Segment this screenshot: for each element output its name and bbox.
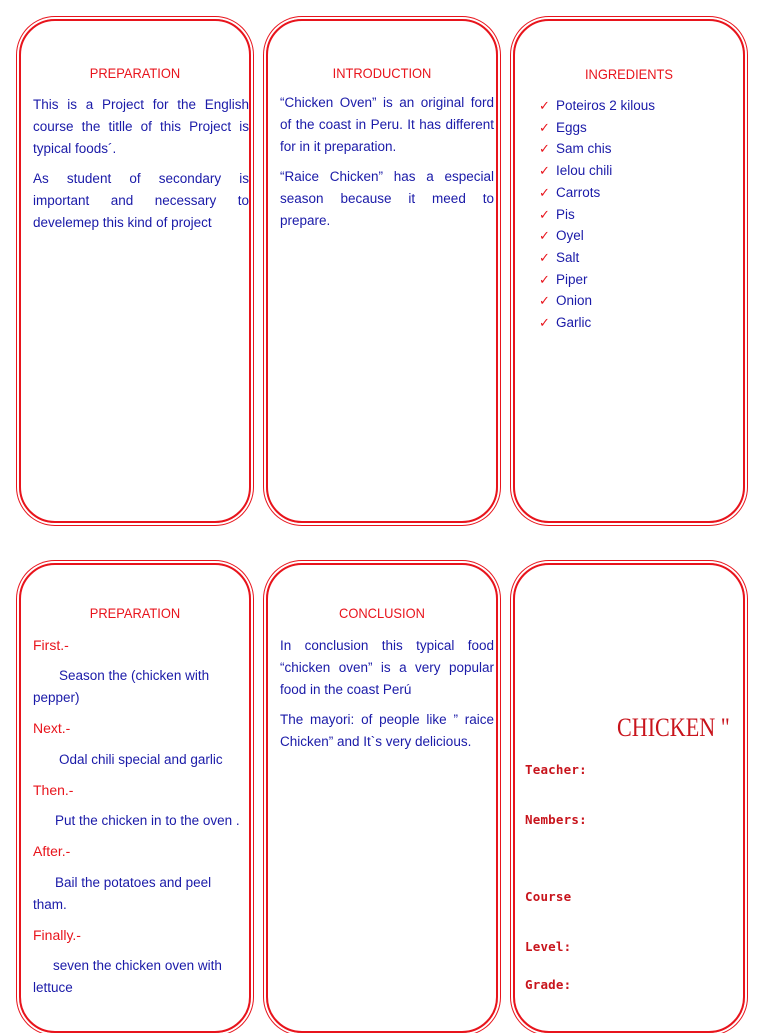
ingredient-label: Salt: [556, 249, 580, 265]
panel-preparation-intro: [19, 19, 251, 523]
step-text: seven the chicken oven with lettuce: [33, 958, 222, 995]
paragraph: “Chicken Oven” is an original ford of the coast in Peru. It has different for in it preparation.: [280, 95, 494, 154]
ingredient-label: Piper: [556, 271, 588, 287]
paragraph: In conclusion this typical food “chicken oven” is a very popular food in the coast Perú: [280, 638, 494, 697]
step-text: Odal chili special and garlic: [59, 752, 223, 767]
paragraph: As student of secondary is important and necessary to develemep this kind of project: [33, 171, 249, 230]
ingredient-label: Pis: [556, 206, 575, 222]
step-heading: Then.-: [33, 782, 74, 798]
panel-title: INTRODUCTION: [332, 65, 432, 81]
check-icon: ✓: [539, 228, 550, 244]
ingredient-label: Sam chis: [556, 141, 612, 157]
paragraph: “Raice Chicken” has a especial season because it meed to prepare.: [280, 169, 494, 228]
check-icon: ✓: [539, 249, 550, 265]
list-item: [539, 225, 655, 247]
panel-cover: [513, 563, 745, 1033]
list-item: [539, 290, 655, 312]
ingredient-label: Oyel: [556, 228, 584, 244]
course-label: Course: [525, 889, 572, 904]
members-label: Nembers:: [525, 812, 587, 827]
ingredient-label: Ielou chili: [556, 163, 613, 179]
list-item: [539, 117, 655, 139]
cover-title: CHICKEN ": [617, 713, 730, 742]
ingredient-label: Onion: [556, 293, 593, 309]
ingredient-label: Carrots: [556, 184, 601, 200]
check-icon: ✓: [539, 315, 550, 331]
ingredient-label: Eggs: [556, 119, 587, 135]
level-label: Level:: [525, 939, 572, 954]
list-item: [539, 160, 655, 182]
check-icon: ✓: [539, 184, 550, 200]
step-text: Bail the potatoes and peel tham.: [33, 875, 212, 912]
check-icon: ✓: [539, 98, 550, 113]
ingredient-label: Garlic: [556, 315, 592, 331]
panel-body: [33, 94, 249, 242]
step-text: Put the chicken in to the oven .: [55, 813, 240, 828]
panel-body: [280, 635, 494, 761]
panel-ingredients: [513, 19, 745, 523]
ingredient-list: [539, 95, 655, 334]
panel-title: PREPARATION: [89, 605, 181, 621]
list-item: [539, 269, 655, 291]
check-icon: ✓: [539, 206, 550, 222]
list-item: [539, 182, 655, 204]
panel-title: CONCLUSION: [339, 605, 425, 621]
list-item: [539, 312, 655, 334]
list-item: [539, 204, 655, 226]
ingredient-label: Poteiros 2 kilous: [556, 98, 656, 113]
check-icon: ✓: [539, 141, 550, 157]
check-icon: ✓: [539, 163, 550, 179]
check-icon: ✓: [539, 271, 550, 287]
panel-introduction: [266, 19, 498, 523]
list-item: [539, 138, 655, 160]
paragraph: The mayori: of people like ” raice Chicken” and It`s very delicious.: [280, 712, 494, 749]
panel-body: [280, 92, 494, 240]
step-heading: First.-: [33, 637, 69, 653]
teacher-label: Teacher:: [525, 762, 587, 777]
paragraph: This is a Project for the English course the titlle of this Project is typical foods´.: [33, 97, 249, 156]
grade-label: Grade:: [525, 977, 572, 992]
list-item: [539, 247, 655, 269]
step-heading: Next.-: [33, 720, 71, 736]
check-icon: ✓: [539, 293, 550, 309]
check-icon: ✓: [539, 119, 550, 135]
panel-preparation-steps: [19, 563, 251, 1033]
panel-conclusion: [266, 563, 498, 1033]
step-heading: Finally.-: [33, 927, 81, 943]
panel-title: PREPARATION: [89, 65, 181, 81]
step-text: Season the (chicken with pepper): [33, 668, 210, 705]
panel-title: INGREDIENTS: [584, 66, 674, 82]
list-item: [539, 95, 655, 117]
step-heading: After.-: [33, 843, 71, 859]
